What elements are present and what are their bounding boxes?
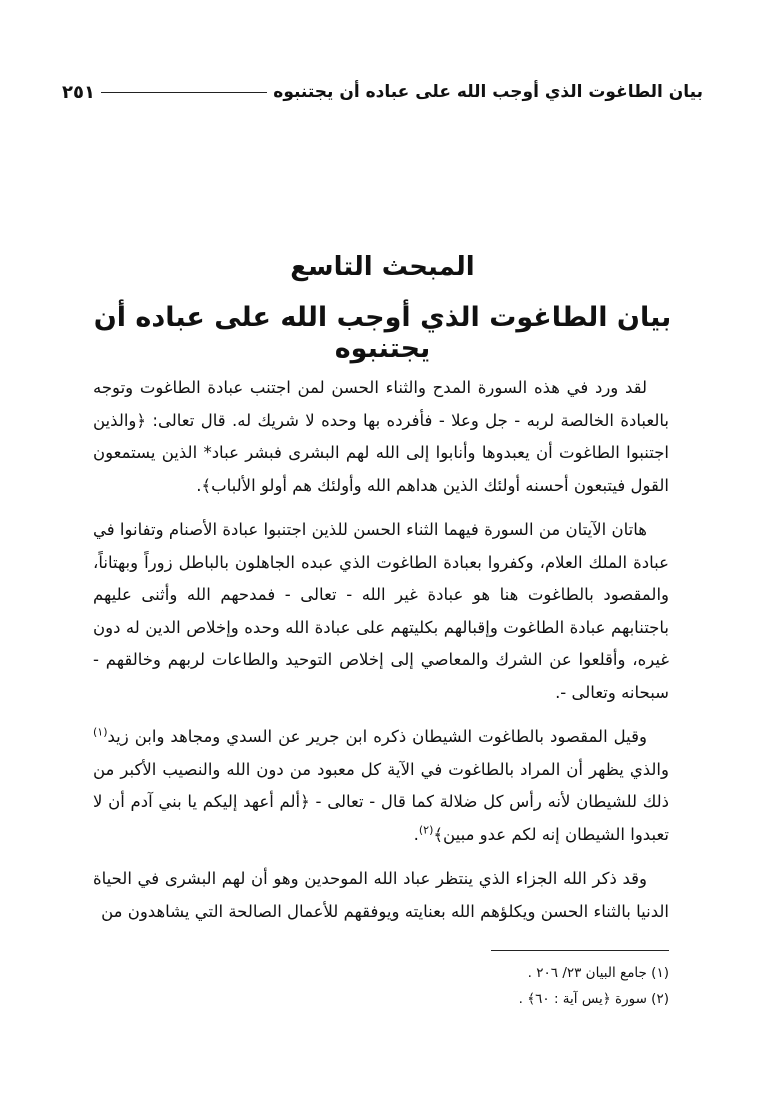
paragraph-3-text-a: وقيل المقصود بالطاغوت الشيطان ذكره ابن جرير عن السدي ومجاهد وابن زيد [107, 727, 647, 746]
section-label: المبحث التاسع [290, 252, 475, 282]
footnote-1: (١) جامع البيان ٢٣/ ٢٠٦ . [527, 965, 669, 981]
footnote-ref-1: (١) [93, 725, 108, 739]
footnote-rule [491, 950, 669, 951]
paragraph-3 [93, 721, 669, 851]
paragraph-3-text-c: . [413, 824, 419, 844]
paragraph-4: وقد ذكر الله الجزاء الذي ينتظر عباد الله الموحدين وهو أن لهم البشرى في الحياة الدنيا بالثناء الحسن ويكلؤهم الله بعنايته ويوفقهم للأعمال الصالحة التي يشاهدون من [93, 869, 669, 921]
body-text [93, 372, 669, 940]
section-title: بيان الطاغوت الذي أوجب الله على عباده أن يجتنبوه [93, 302, 672, 364]
paragraph-2: هاتان الآيتان من السورة فيهما الثناء الحسن للذين اجتنبوا عبادة الأصنام وتفانوا في عبادة الملك العلام، وكفروا بعبادة الطاغوت الذي عبده الجاهلون بالباطل زوراً وبهتاناً، والمقصود بالطاغوت هنا هو عبادة غير الله - تعالى - فمدحهم الله وأثنى عليهم باجتنابهم عبادة الطاغوت وإقبالهم بكليتهم على عبادة الله وحده وإخلاص الدين له دون غيره، وأقلعوا عن الشرك والمعاصي إلى إخلاص التوحيد والطاعات لربهم وخالقهم - سبحانه وتعالى -. [93, 520, 669, 702]
footnote-ref-2: (٢) [418, 823, 434, 836]
paragraph-1: لقد ورد في هذه السورة المدح والثناء الحسن لمن اجتنب عبادة الطاغوت وتوجه بالعبادة الخالصة لربه - جل وعلا - فأفرده بها وحده لا شريك له. قال تعالى: ﴿والذين اجتنبوا الطاغوت أن يعبدوها وأنابوا إلى الله لهم البشرى فبشر عباد* الذين يستمعون القول فيتبعون أحسنه أولئك الذين هداهم الله وأولئك هم أولو الألباب﴾. [93, 378, 669, 495]
page-number: ٢٥١ [62, 81, 95, 103]
paragraph-3-text-b: والذي يظهر أن المراد بالطاغوت في الآية كل معبود من دون الله والنصيب الأكبر من ذلك للشيطان لأنه رأس كل ضلالة كما قال - تعالى - ﴿ألم أعهد إليكم يا بني آدم أن لا تعبدوا الشيطان إنه لكم عدو مبين﴾ [93, 759, 669, 844]
running-title: بيان الطاغوت الذي أوجب الله على عباده أن يجتنبوه [273, 82, 703, 102]
running-header [62, 78, 703, 106]
footnotes [300, 960, 669, 1012]
footnote-2: (٢) سورة ﴿يس آية : ٦٠﴾ . [518, 991, 669, 1007]
header-rule [101, 92, 267, 93]
